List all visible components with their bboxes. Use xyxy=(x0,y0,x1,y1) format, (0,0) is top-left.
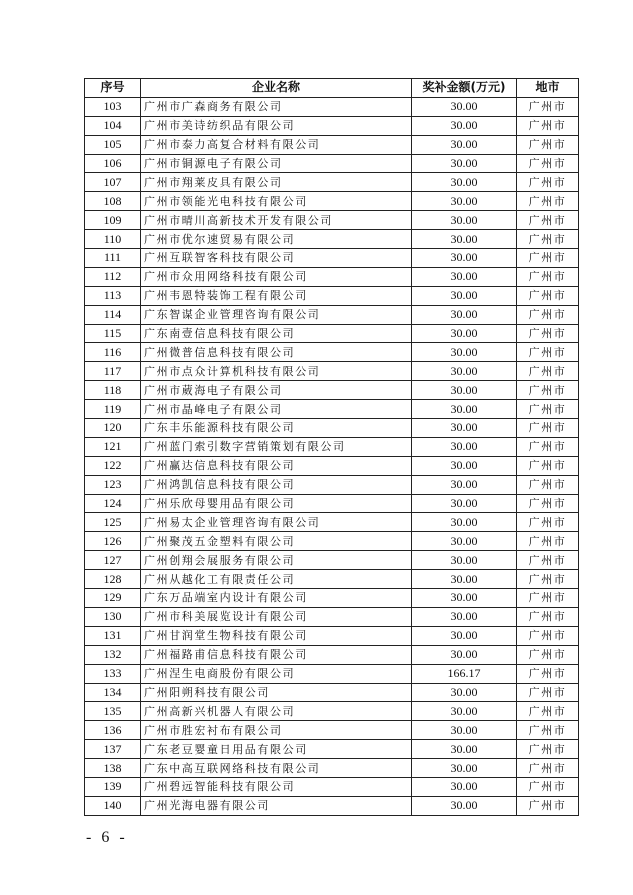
cell-city: 广州市 xyxy=(517,192,579,211)
cell-company: 广州市众用网络科技有限公司 xyxy=(141,267,412,286)
cell-amount: 30.00 xyxy=(412,475,517,494)
table-row xyxy=(85,286,579,305)
cell-city: 广州市 xyxy=(517,626,579,645)
cell-index: 111 xyxy=(85,249,141,268)
cell-amount: 30.00 xyxy=(412,211,517,230)
cell-city: 广州市 xyxy=(517,589,579,608)
table-body xyxy=(85,97,579,815)
cell-amount: 30.00 xyxy=(412,494,517,513)
page-number: - 6 - xyxy=(86,829,128,846)
cell-city: 广州市 xyxy=(517,211,579,230)
header-amount: 奖补金额(万元) xyxy=(412,79,517,98)
cell-company: 广州市胜宏衬布有限公司 xyxy=(141,721,412,740)
cell-index: 136 xyxy=(85,721,141,740)
cell-index: 109 xyxy=(85,211,141,230)
cell-company: 广州创翔会展服务有限公司 xyxy=(141,551,412,570)
cell-index: 125 xyxy=(85,513,141,532)
cell-index: 116 xyxy=(85,343,141,362)
table-row xyxy=(85,211,579,230)
cell-company: 广州鸿凯信息科技有限公司 xyxy=(141,475,412,494)
cell-city: 广州市 xyxy=(517,343,579,362)
table-row xyxy=(85,645,579,664)
table-row xyxy=(85,419,579,438)
cell-company: 广州易太企业管理咨询有限公司 xyxy=(141,513,412,532)
cell-index: 104 xyxy=(85,116,141,135)
cell-index: 140 xyxy=(85,796,141,815)
cell-company: 广州微普信息科技有限公司 xyxy=(141,343,412,362)
cell-index: 114 xyxy=(85,305,141,324)
cell-company: 广州市葳海电子有限公司 xyxy=(141,381,412,400)
cell-company: 广州市科美展览设计有限公司 xyxy=(141,607,412,626)
cell-amount: 30.00 xyxy=(412,607,517,626)
cell-index: 133 xyxy=(85,664,141,683)
cell-city: 广州市 xyxy=(517,116,579,135)
cell-amount: 30.00 xyxy=(412,192,517,211)
cell-amount: 30.00 xyxy=(412,305,517,324)
table-row xyxy=(85,362,579,381)
cell-city: 广州市 xyxy=(517,796,579,815)
cell-company: 广州福路甫信息科技有限公司 xyxy=(141,645,412,664)
award-table-container xyxy=(84,78,578,816)
cell-index: 135 xyxy=(85,702,141,721)
cell-company: 广州乐欣母婴用品有限公司 xyxy=(141,494,412,513)
cell-amount: 30.00 xyxy=(412,362,517,381)
table-row xyxy=(85,589,579,608)
cell-index: 121 xyxy=(85,437,141,456)
table-row xyxy=(85,570,579,589)
table-row xyxy=(85,97,579,116)
cell-index: 105 xyxy=(85,135,141,154)
table-row xyxy=(85,683,579,702)
cell-company: 广州聚茂五金塑料有限公司 xyxy=(141,532,412,551)
cell-amount: 30.00 xyxy=(412,570,517,589)
cell-city: 广州市 xyxy=(517,683,579,702)
cell-index: 131 xyxy=(85,626,141,645)
cell-amount: 30.00 xyxy=(412,173,517,192)
cell-amount: 30.00 xyxy=(412,589,517,608)
cell-amount: 30.00 xyxy=(412,324,517,343)
cell-city: 广州市 xyxy=(517,759,579,778)
header-index: 序号 xyxy=(85,79,141,98)
table-row xyxy=(85,740,579,759)
table-row xyxy=(85,437,579,456)
cell-index: 123 xyxy=(85,475,141,494)
cell-company: 广州市晶峰电子有限公司 xyxy=(141,400,412,419)
cell-amount: 30.00 xyxy=(412,267,517,286)
table-row xyxy=(85,494,579,513)
table-row xyxy=(85,381,579,400)
cell-amount: 30.00 xyxy=(412,249,517,268)
cell-index: 110 xyxy=(85,230,141,249)
cell-index: 118 xyxy=(85,381,141,400)
cell-amount: 30.00 xyxy=(412,97,517,116)
table-header-row xyxy=(85,79,579,98)
cell-company: 广州从越化工有限责任公司 xyxy=(141,570,412,589)
table-row xyxy=(85,267,579,286)
cell-amount: 30.00 xyxy=(412,343,517,362)
cell-company: 广东丰乐能源科技有限公司 xyxy=(141,419,412,438)
cell-city: 广州市 xyxy=(517,381,579,400)
cell-company: 广州光海电器有限公司 xyxy=(141,796,412,815)
cell-company: 广州市广森商务有限公司 xyxy=(141,97,412,116)
cell-city: 广州市 xyxy=(517,532,579,551)
cell-city: 广州市 xyxy=(517,777,579,796)
cell-company: 广州蓝门索引数字营销策划有限公司 xyxy=(141,437,412,456)
cell-amount: 30.00 xyxy=(412,645,517,664)
table-row xyxy=(85,400,579,419)
cell-amount: 30.00 xyxy=(412,551,517,570)
cell-index: 124 xyxy=(85,494,141,513)
cell-company: 广州甘润堂生物科技有限公司 xyxy=(141,626,412,645)
table-row xyxy=(85,702,579,721)
cell-city: 广州市 xyxy=(517,286,579,305)
cell-city: 广州市 xyxy=(517,419,579,438)
cell-amount: 30.00 xyxy=(412,702,517,721)
cell-city: 广州市 xyxy=(517,173,579,192)
table-row xyxy=(85,192,579,211)
table-row xyxy=(85,135,579,154)
cell-city: 广州市 xyxy=(517,645,579,664)
cell-city: 广州市 xyxy=(517,551,579,570)
table-row xyxy=(85,456,579,475)
cell-city: 广州市 xyxy=(517,702,579,721)
cell-company: 广东老豆婴童日用品有限公司 xyxy=(141,740,412,759)
cell-amount: 30.00 xyxy=(412,419,517,438)
cell-amount: 30.00 xyxy=(412,796,517,815)
header-city: 地市 xyxy=(517,79,579,98)
table-row xyxy=(85,759,579,778)
cell-company: 广州韦恩特装饰工程有限公司 xyxy=(141,286,412,305)
cell-city: 广州市 xyxy=(517,230,579,249)
cell-city: 广州市 xyxy=(517,494,579,513)
cell-index: 139 xyxy=(85,777,141,796)
cell-company: 广州市泰力高复合材料有限公司 xyxy=(141,135,412,154)
cell-city: 广州市 xyxy=(517,437,579,456)
cell-amount: 30.00 xyxy=(412,626,517,645)
table-row xyxy=(85,305,579,324)
cell-company: 广州市优尔速贸易有限公司 xyxy=(141,230,412,249)
cell-index: 103 xyxy=(85,97,141,116)
cell-index: 120 xyxy=(85,419,141,438)
cell-index: 115 xyxy=(85,324,141,343)
cell-city: 广州市 xyxy=(517,305,579,324)
cell-amount: 30.00 xyxy=(412,381,517,400)
cell-index: 108 xyxy=(85,192,141,211)
cell-company: 广州市美诗纺织品有限公司 xyxy=(141,116,412,135)
table-row xyxy=(85,796,579,815)
cell-city: 广州市 xyxy=(517,740,579,759)
cell-company: 广州赢达信息科技有限公司 xyxy=(141,456,412,475)
cell-index: 132 xyxy=(85,645,141,664)
table-row xyxy=(85,173,579,192)
cell-index: 127 xyxy=(85,551,141,570)
cell-company: 广州阳朔科技有限公司 xyxy=(141,683,412,702)
cell-index: 113 xyxy=(85,286,141,305)
table-row xyxy=(85,607,579,626)
cell-amount: 30.00 xyxy=(412,135,517,154)
table-row xyxy=(85,664,579,683)
cell-company: 广州涅生电商股份有限公司 xyxy=(141,664,412,683)
cell-amount: 30.00 xyxy=(412,456,517,475)
cell-amount: 166.17 xyxy=(412,664,517,683)
cell-city: 广州市 xyxy=(517,154,579,173)
cell-city: 广州市 xyxy=(517,664,579,683)
cell-index: 137 xyxy=(85,740,141,759)
cell-city: 广州市 xyxy=(517,570,579,589)
table-row xyxy=(85,475,579,494)
cell-city: 广州市 xyxy=(517,362,579,381)
table-row xyxy=(85,230,579,249)
award-table xyxy=(84,78,579,816)
table-row xyxy=(85,532,579,551)
cell-index: 130 xyxy=(85,607,141,626)
cell-company: 广州市晴川高新技术开发有限公司 xyxy=(141,211,412,230)
cell-company: 广州市翔莱皮具有限公司 xyxy=(141,173,412,192)
table-row xyxy=(85,154,579,173)
cell-amount: 30.00 xyxy=(412,437,517,456)
cell-company: 广州市铜源电子有限公司 xyxy=(141,154,412,173)
cell-index: 112 xyxy=(85,267,141,286)
cell-index: 134 xyxy=(85,683,141,702)
cell-index: 122 xyxy=(85,456,141,475)
cell-index: 128 xyxy=(85,570,141,589)
table-row xyxy=(85,249,579,268)
table-row xyxy=(85,116,579,135)
cell-city: 广州市 xyxy=(517,135,579,154)
cell-city: 广州市 xyxy=(517,607,579,626)
cell-amount: 30.00 xyxy=(412,721,517,740)
table-row xyxy=(85,343,579,362)
table-row xyxy=(85,513,579,532)
table-row xyxy=(85,551,579,570)
cell-index: 106 xyxy=(85,154,141,173)
cell-amount: 30.00 xyxy=(412,740,517,759)
cell-company: 广东智谋企业管理咨询有限公司 xyxy=(141,305,412,324)
cell-index: 117 xyxy=(85,362,141,381)
cell-amount: 30.00 xyxy=(412,532,517,551)
cell-city: 广州市 xyxy=(517,324,579,343)
cell-amount: 30.00 xyxy=(412,400,517,419)
cell-amount: 30.00 xyxy=(412,683,517,702)
table-row xyxy=(85,626,579,645)
cell-amount: 30.00 xyxy=(412,759,517,778)
cell-company: 广州市领能光电科技有限公司 xyxy=(141,192,412,211)
table-row xyxy=(85,777,579,796)
cell-amount: 30.00 xyxy=(412,513,517,532)
cell-index: 138 xyxy=(85,759,141,778)
cell-amount: 30.00 xyxy=(412,777,517,796)
cell-city: 广州市 xyxy=(517,721,579,740)
table-row xyxy=(85,721,579,740)
cell-company: 广东万品端室内设计有限公司 xyxy=(141,589,412,608)
cell-company: 广州互联智客科技有限公司 xyxy=(141,249,412,268)
cell-city: 广州市 xyxy=(517,475,579,494)
cell-index: 119 xyxy=(85,400,141,419)
cell-city: 广州市 xyxy=(517,267,579,286)
cell-amount: 30.00 xyxy=(412,286,517,305)
cell-index: 126 xyxy=(85,532,141,551)
cell-city: 广州市 xyxy=(517,456,579,475)
cell-amount: 30.00 xyxy=(412,116,517,135)
cell-city: 广州市 xyxy=(517,249,579,268)
cell-city: 广州市 xyxy=(517,97,579,116)
cell-company: 广州碧远智能科技有限公司 xyxy=(141,777,412,796)
cell-amount: 30.00 xyxy=(412,230,517,249)
header-company: 企业名称 xyxy=(141,79,412,98)
cell-index: 129 xyxy=(85,589,141,608)
table-row xyxy=(85,324,579,343)
cell-city: 广州市 xyxy=(517,513,579,532)
cell-company: 广东中高互联网络科技有限公司 xyxy=(141,759,412,778)
cell-company: 广州高新兴机器人有限公司 xyxy=(141,702,412,721)
cell-city: 广州市 xyxy=(517,400,579,419)
cell-amount: 30.00 xyxy=(412,154,517,173)
cell-index: 107 xyxy=(85,173,141,192)
cell-company: 广州市点众计算机科技有限公司 xyxy=(141,362,412,381)
cell-company: 广东南壹信息科技有限公司 xyxy=(141,324,412,343)
